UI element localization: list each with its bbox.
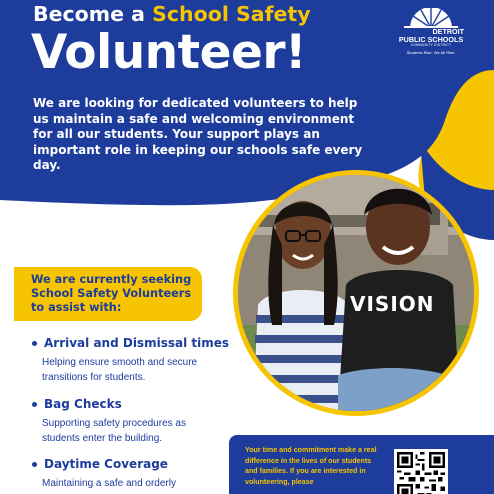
item-desc-line: transitions for students. (42, 371, 146, 383)
seeking-line3: to assist with: (31, 301, 122, 314)
volunteers-photo (238, 175, 474, 411)
logo-line2: PUBLIC SCHOOLS (398, 34, 464, 44)
intro-paragraph: We are looking for dedicated volunteers to help us maintain a safe and welcoming environment for all our students. Your support plays an important role in keeping our schools safe every day. (33, 96, 363, 173)
qr-code-icon (397, 452, 445, 494)
bullet-icon (32, 341, 37, 346)
sunrise-icon (400, 8, 462, 28)
seeking-box (14, 267, 202, 321)
logo-line3: COMMUNITY DISTRICT (410, 43, 452, 47)
title-prefix: Become a (33, 2, 153, 26)
cta-box (229, 435, 494, 494)
shirt-text: VISION (350, 292, 435, 316)
item-desc-line: students enter the building. (42, 432, 163, 444)
logo-tagline: Students Rise. We All Rise. (406, 50, 456, 55)
title-highlight: School Safety (152, 2, 311, 26)
seeking-line2: School Safety Volunteers (31, 287, 192, 300)
item-title: Arrival and Dismissal times (44, 336, 229, 350)
list-item (32, 457, 232, 492)
list-item (32, 336, 232, 385)
volunteers-photo-frame (233, 170, 479, 416)
item-desc-line: Helping ensure smooth and secure (42, 357, 198, 368)
title-top-line (33, 2, 311, 26)
bullet-icon (32, 462, 37, 467)
item-desc-line: Supporting safety procedures as (42, 418, 186, 429)
item-desc-line: Maintaining a safe and orderly (42, 478, 176, 489)
qr-code[interactable] (394, 449, 448, 494)
list-item (32, 397, 232, 446)
item-description (42, 356, 232, 385)
item-description (42, 417, 232, 446)
bullet-icon (32, 402, 37, 407)
item-description (42, 477, 232, 492)
item-title: Bag Checks (44, 397, 122, 411)
logo-line1: DETROIT (432, 27, 464, 36)
seeking-line1: We are currently seeking (31, 273, 192, 286)
item-title: Daytime Coverage (44, 457, 168, 471)
cta-text: Your time and commitment make a real difference in the lives of our students and families. If you are interested in volunteering, please (245, 446, 377, 486)
title-main: Volunteer! (31, 25, 306, 80)
two-women-illustration (238, 175, 474, 411)
district-logo (396, 8, 466, 56)
